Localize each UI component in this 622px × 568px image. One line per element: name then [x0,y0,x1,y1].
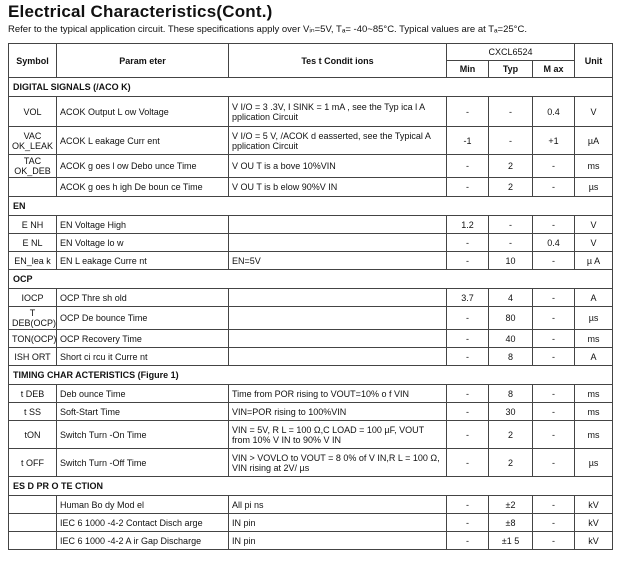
row-max: 0.4 [533,234,575,252]
header-test-conditions: Tes t Condit ions [229,44,447,78]
row-symbol [9,514,57,532]
row-min: - [447,97,489,127]
row-max: - [533,496,575,514]
section-title: ES D PR O TE CTION [9,477,613,496]
table-row [9,532,613,550]
row-parameter: Human Bo dy Mod el [57,496,229,514]
row-min: - [447,385,489,403]
row-symbol [9,496,57,514]
row-unit: ms [575,330,613,348]
row-typ: 2 [489,155,533,178]
row-unit: ms [575,403,613,421]
row-min: - [447,403,489,421]
row-max: - [533,178,575,197]
row-parameter: Short ci rcu it Curre nt [57,348,229,366]
row-unit: ms [575,421,613,449]
row-symbol: TON(OCP) [9,330,57,348]
row-typ: 10 [489,252,533,270]
row-unit: µs [575,449,613,477]
row-max: - [533,307,575,330]
row-max: - [533,289,575,307]
row-typ: 2 [489,421,533,449]
row-min: - [447,234,489,252]
row-symbol: VAC OK_LEAK [9,127,57,155]
row-parameter: IEC 6 1000 -4-2 Contact Disch arge [57,514,229,532]
row-unit: kV [575,514,613,532]
row-symbol: E NL [9,234,57,252]
row-conditions [229,234,447,252]
table-row [9,496,613,514]
row-max: - [533,252,575,270]
row-parameter: ACOK Output L ow Voltage [57,97,229,127]
row-symbol: EN_lea k [9,252,57,270]
row-typ: 8 [489,348,533,366]
row-conditions: All pi ns [229,496,447,514]
row-unit: ms [575,155,613,178]
row-unit: µs [575,307,613,330]
table-row [9,348,613,366]
row-typ: 8 [489,385,533,403]
row-min: 3.7 [447,289,489,307]
header-parameter: Param eter [57,44,229,78]
row-unit: ms [575,385,613,403]
section-header [9,477,613,496]
section-title: EN [9,197,613,216]
row-max: - [533,421,575,449]
row-conditions: V OU T is a bove 10%VIN [229,155,447,178]
row-min: - [447,496,489,514]
section-header [9,366,613,385]
table-row [9,403,613,421]
table-row [9,421,613,449]
row-symbol: t DEB [9,385,57,403]
header-unit: Unit [575,44,613,78]
header-min: Min [447,61,489,78]
row-symbol: E NH [9,216,57,234]
section-header [9,78,613,97]
table-row [9,307,613,330]
row-symbol: VOL [9,97,57,127]
row-unit: µA [575,127,613,155]
table-row [9,289,613,307]
row-typ: 80 [489,307,533,330]
row-typ: - [489,216,533,234]
row-typ: ±8 [489,514,533,532]
row-conditions: V OU T is b elow 90%V IN [229,178,447,197]
row-min: -1 [447,127,489,155]
row-symbol: ISH ORT [9,348,57,366]
row-parameter: OCP De bounce Time [57,307,229,330]
row-symbol: t SS [9,403,57,421]
row-parameter: ACOK g oes l ow Debo unce Time [57,155,229,178]
row-typ: 2 [489,178,533,197]
row-typ: 40 [489,330,533,348]
table-row [9,330,613,348]
table-row [9,514,613,532]
row-max: - [533,514,575,532]
row-symbol: tON [9,421,57,449]
row-conditions [229,216,447,234]
row-conditions: VIN=POR rising to 100%VIN [229,403,447,421]
row-min: - [447,421,489,449]
row-conditions: VIN = 5V, R L = 100 Ω,C LOAD = 100 µF, VOUT from 10% V IN to 90% V IN [229,421,447,449]
row-symbol [9,178,57,197]
row-max: - [533,348,575,366]
row-min: - [447,178,489,197]
row-unit: A [575,289,613,307]
row-symbol [9,532,57,550]
row-typ: - [489,234,533,252]
row-unit: kV [575,532,613,550]
section-header [9,197,613,216]
row-min: - [447,307,489,330]
page-title: Electrical Characteristics(Cont.) [8,2,273,21]
row-max: - [533,385,575,403]
row-symbol: t OFF [9,449,57,477]
table-row [9,127,613,155]
table-row [9,178,613,197]
row-unit: kV [575,496,613,514]
row-parameter: ACOK g oes h igh De boun ce Time [57,178,229,197]
row-typ: ±1 5 [489,532,533,550]
section-title: DIGITAL SIGNALS (/ACO K) [9,78,613,97]
row-parameter: IEC 6 1000 -4-2 A ir Gap Discharge [57,532,229,550]
row-conditions: VIN > VOVLO to VOUT = 8 0% of V IN,R L = 100 Ω, VIN rising at 2V/ µs [229,449,447,477]
row-min: - [447,155,489,178]
row-min: 1.2 [447,216,489,234]
page-subtitle: Refer to the typical application circuit. These specifications apply over Vᵢₙ=5V, Tₐ= -40~85°C. Typical values are at Tₐ=25°C. [8,24,527,35]
table-row [9,234,613,252]
table-row [9,97,613,127]
row-unit: A [575,348,613,366]
row-conditions: V I/O = 3 .3V, I SINK = 1 mA , see the Typ ica l A pplication Circuit [229,97,447,127]
row-max: - [533,155,575,178]
table-row [9,449,613,477]
row-max: - [533,403,575,421]
row-conditions: IN pin [229,532,447,550]
row-typ: 4 [489,289,533,307]
section-title: TIMING CHAR ACTERISTICS (Figure 1) [9,366,613,385]
row-conditions: V I/O = 5 V, /ACOK d easserted, see the Typical A pplication Circuit [229,127,447,155]
row-min: - [447,330,489,348]
row-conditions [229,330,447,348]
row-typ: 2 [489,449,533,477]
row-typ: 30 [489,403,533,421]
section-title: OCP [9,270,613,289]
row-conditions: Time from POR rising to VOUT=10% o f VIN [229,385,447,403]
row-conditions: IN pin [229,514,447,532]
row-parameter: EN L eakage Curre nt [57,252,229,270]
row-max: - [533,449,575,477]
row-typ: ±2 [489,496,533,514]
row-conditions [229,307,447,330]
row-conditions: EN=5V [229,252,447,270]
row-parameter: EN Voltage lo w [57,234,229,252]
row-conditions [229,289,447,307]
table-row [9,155,613,178]
row-parameter: Switch Turn -On Time [57,421,229,449]
header-typ: Typ [489,61,533,78]
table-row [9,252,613,270]
row-typ: - [489,97,533,127]
row-parameter: Switch Turn -Off Time [57,449,229,477]
row-symbol: TAC OK_DEB [9,155,57,178]
row-min: - [447,449,489,477]
section-header [9,270,613,289]
header-device: CXCL6524 [447,44,575,61]
row-max: +1 [533,127,575,155]
row-parameter: EN Voltage High [57,216,229,234]
row-max: - [533,532,575,550]
row-symbol: T DEB(OCP) [9,307,57,330]
row-min: - [447,252,489,270]
row-max: - [533,330,575,348]
row-max: - [533,216,575,234]
row-max: 0.4 [533,97,575,127]
header-symbol: Symbol [9,44,57,78]
row-symbol: IOCP [9,289,57,307]
row-min: - [447,514,489,532]
row-conditions [229,348,447,366]
row-parameter: Deb ounce Time [57,385,229,403]
row-min: - [447,532,489,550]
row-unit: V [575,97,613,127]
table-row [9,216,613,234]
table-row [9,385,613,403]
row-typ: - [489,127,533,155]
row-parameter: Soft-Start Time [57,403,229,421]
row-parameter: ACOK L eakage Curr ent [57,127,229,155]
characteristics-table [8,43,613,550]
row-unit: V [575,216,613,234]
row-parameter: OCP Recovery Time [57,330,229,348]
row-unit: V [575,234,613,252]
row-unit: µ A [575,252,613,270]
row-parameter: OCP Thre sh old [57,289,229,307]
header-max: M ax [533,61,575,78]
row-unit: µs [575,178,613,197]
row-min: - [447,348,489,366]
